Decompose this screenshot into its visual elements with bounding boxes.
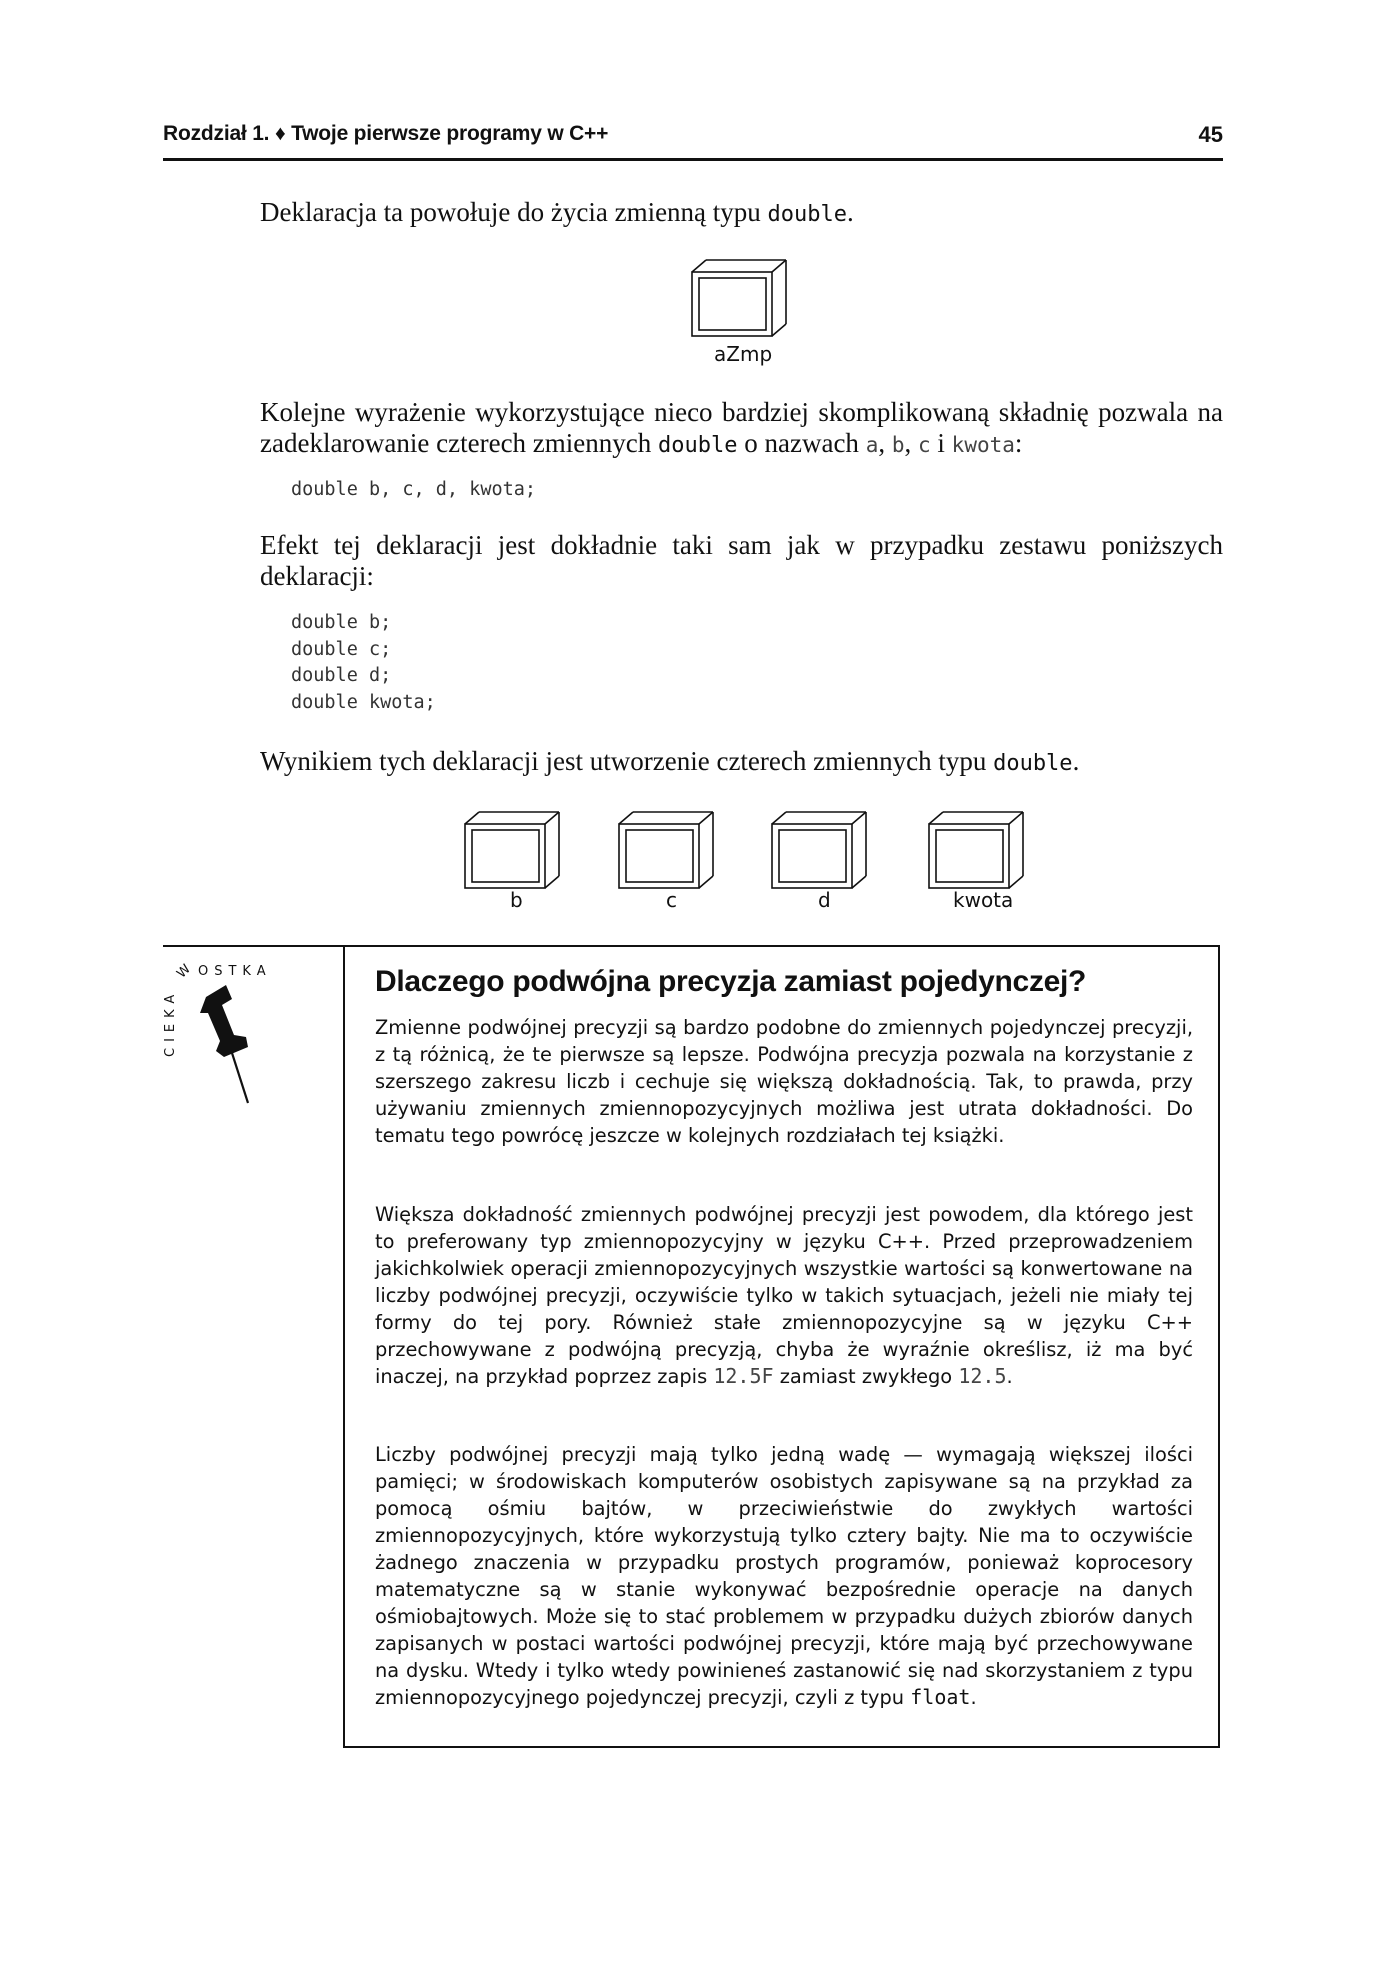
- ciekawostka-curve-letter: W: [174, 961, 194, 982]
- text: Liczby podwójnej precyzji mają tylko jedną wadę — wymagają większej ilości pamięci; w środowiskach komputerów osobistych zapisywane są na przykład za pomocą ośmiu bajtów, w przeciwieństwie do zwykłych wartości zmiennopozycyjnych, które wykorzystują tylko cztery bajty. Nie ma to oczywiście żadnego znaczenia w przypadku prostych programów, ponieważ koprocesory matematyczne są w stanie wykonywać bezpośrednie operacje na danych ośmiobajtowych. Może się to stać problemem w przypadku dużych zbiorów danych zapisanych w postaci wartości podwójnej precyzji, które mają być przechowywane na dysku. Wtedy i tylko wtedy powinieneś zastanowić się nad skorzystaniem z typu zmiennopozycyjnego pojedynczej precyzji, czyli z typu: [375, 1443, 1193, 1709]
- code-inline: kwota: [951, 433, 1015, 457]
- code-inline: double: [767, 202, 848, 227]
- text: .: [970, 1686, 977, 1709]
- sidebar-rule: [163, 945, 343, 947]
- callout-title: Dlaczego podwójna precyzja zamiast pojedynczej?: [375, 965, 1087, 998]
- text: ,: [904, 428, 918, 458]
- code-inline: c: [918, 433, 931, 457]
- text: Kolejne wyrażenie wykorzystujące nieco bardziej skomplikowaną składnię pozwala na zadeklarowanie czterech zmiennych: [260, 397, 1223, 458]
- variable-label-c: c: [666, 888, 677, 912]
- code-inline: double: [993, 751, 1073, 776]
- variable-label-b: b: [510, 888, 523, 912]
- variable-box-c: [617, 810, 717, 892]
- text: Większa dokładność zmiennych podwójnej precyzji jest powodem, dla którego jest to preferowany typ zmiennopozycyjny w języku C++. Przed przeprowadzeniem jakichkolwiek operacji zmiennopozycyjnych wszystkie wartości są konwertowane na liczby podwójnej precyzji, oczywiście tylko w takich sytuacjach, jeżeli nie miały tej formy do tej pory. Również stałe zmiennopozycyjne są w języku C++ przechowywane z podwójną precyzją, chyba że wyraźnie określisz, iż ma być inaczej, na przykład poprzez zapis: [375, 1203, 1193, 1388]
- text: o nazwach: [737, 428, 866, 458]
- paragraph-result: [260, 746, 1223, 779]
- text: i: [930, 428, 952, 458]
- text: :: [1014, 428, 1023, 458]
- variable-box-kwota: [927, 810, 1027, 892]
- ciekawostka-marker: [160, 955, 320, 1125]
- text: Deklaracja ta powołuje do życia zmienną typu: [260, 197, 768, 227]
- callout-paragraph-2: [375, 1201, 1193, 1390]
- ciekawostka-horizontal-label: OSTKA: [198, 964, 272, 979]
- code-block-separate-declarations: double b; double c; double d; double kwota;: [291, 612, 436, 713]
- code-inline: 12.5F: [713, 1364, 774, 1388]
- callout-box: [343, 945, 1220, 1748]
- variable-box-d: [770, 810, 870, 892]
- text: .: [847, 197, 854, 227]
- text: .: [1006, 1365, 1013, 1388]
- variable-label: aZmp: [714, 342, 773, 366]
- variable-label-kwota: kwota: [953, 888, 1014, 912]
- paragraph-declaration-intro: [260, 197, 1223, 230]
- variable-box-b: [463, 810, 563, 892]
- text: ,: [878, 428, 892, 458]
- callout-paragraph-3: [375, 1441, 1193, 1711]
- ciekawostka-vertical-label: CIEKA: [163, 988, 178, 1057]
- page-number: 45: [1198, 122, 1223, 147]
- text: zamiast zwykłego: [773, 1365, 959, 1388]
- text: Wynikiem tych deklaracji jest utworzenie czterech zmiennych typu: [260, 746, 994, 776]
- code-inline: 12.5: [958, 1364, 1007, 1388]
- chapter-title: Rozdział 1. ♦ Twoje pierwsze programy w C++: [163, 122, 609, 145]
- variable-label-d: d: [818, 888, 831, 912]
- running-header: [163, 118, 1223, 161]
- paragraph-multi-declaration: [260, 397, 1223, 461]
- code-inline: float: [910, 1685, 971, 1709]
- code-block-combined-declaration: double b, c, d, kwota;: [291, 479, 537, 500]
- paragraph-equivalent: Efekt tej deklaracji jest dokładnie taki sam jak w przypadku zestawu poniższych deklaracji:: [260, 530, 1223, 591]
- variable-box-figure: [690, 258, 790, 340]
- pushpin-icon: [200, 985, 248, 1103]
- code-inline: b: [891, 433, 905, 457]
- code-inline: double: [658, 433, 738, 458]
- code-inline: a: [865, 433, 879, 457]
- callout-paragraph-1: Zmienne podwójnej precyzji są bardzo podobne do zmiennych pojedynczej precyzji, z tą różnicą, że te pierwsze są lepsze. Podwójna precyzja pozwala na korzystanie z szerszego zakresu liczb i cechuje się większą dokładnością. Tak, to prawda, przy używaniu zmiennych zmiennopozycyjnych możliwa jest utrata dokładności. Do tematu tego powrócę jeszcze w kolejnych rozdziałach tej książki.: [375, 1016, 1193, 1147]
- text: .: [1072, 746, 1080, 776]
